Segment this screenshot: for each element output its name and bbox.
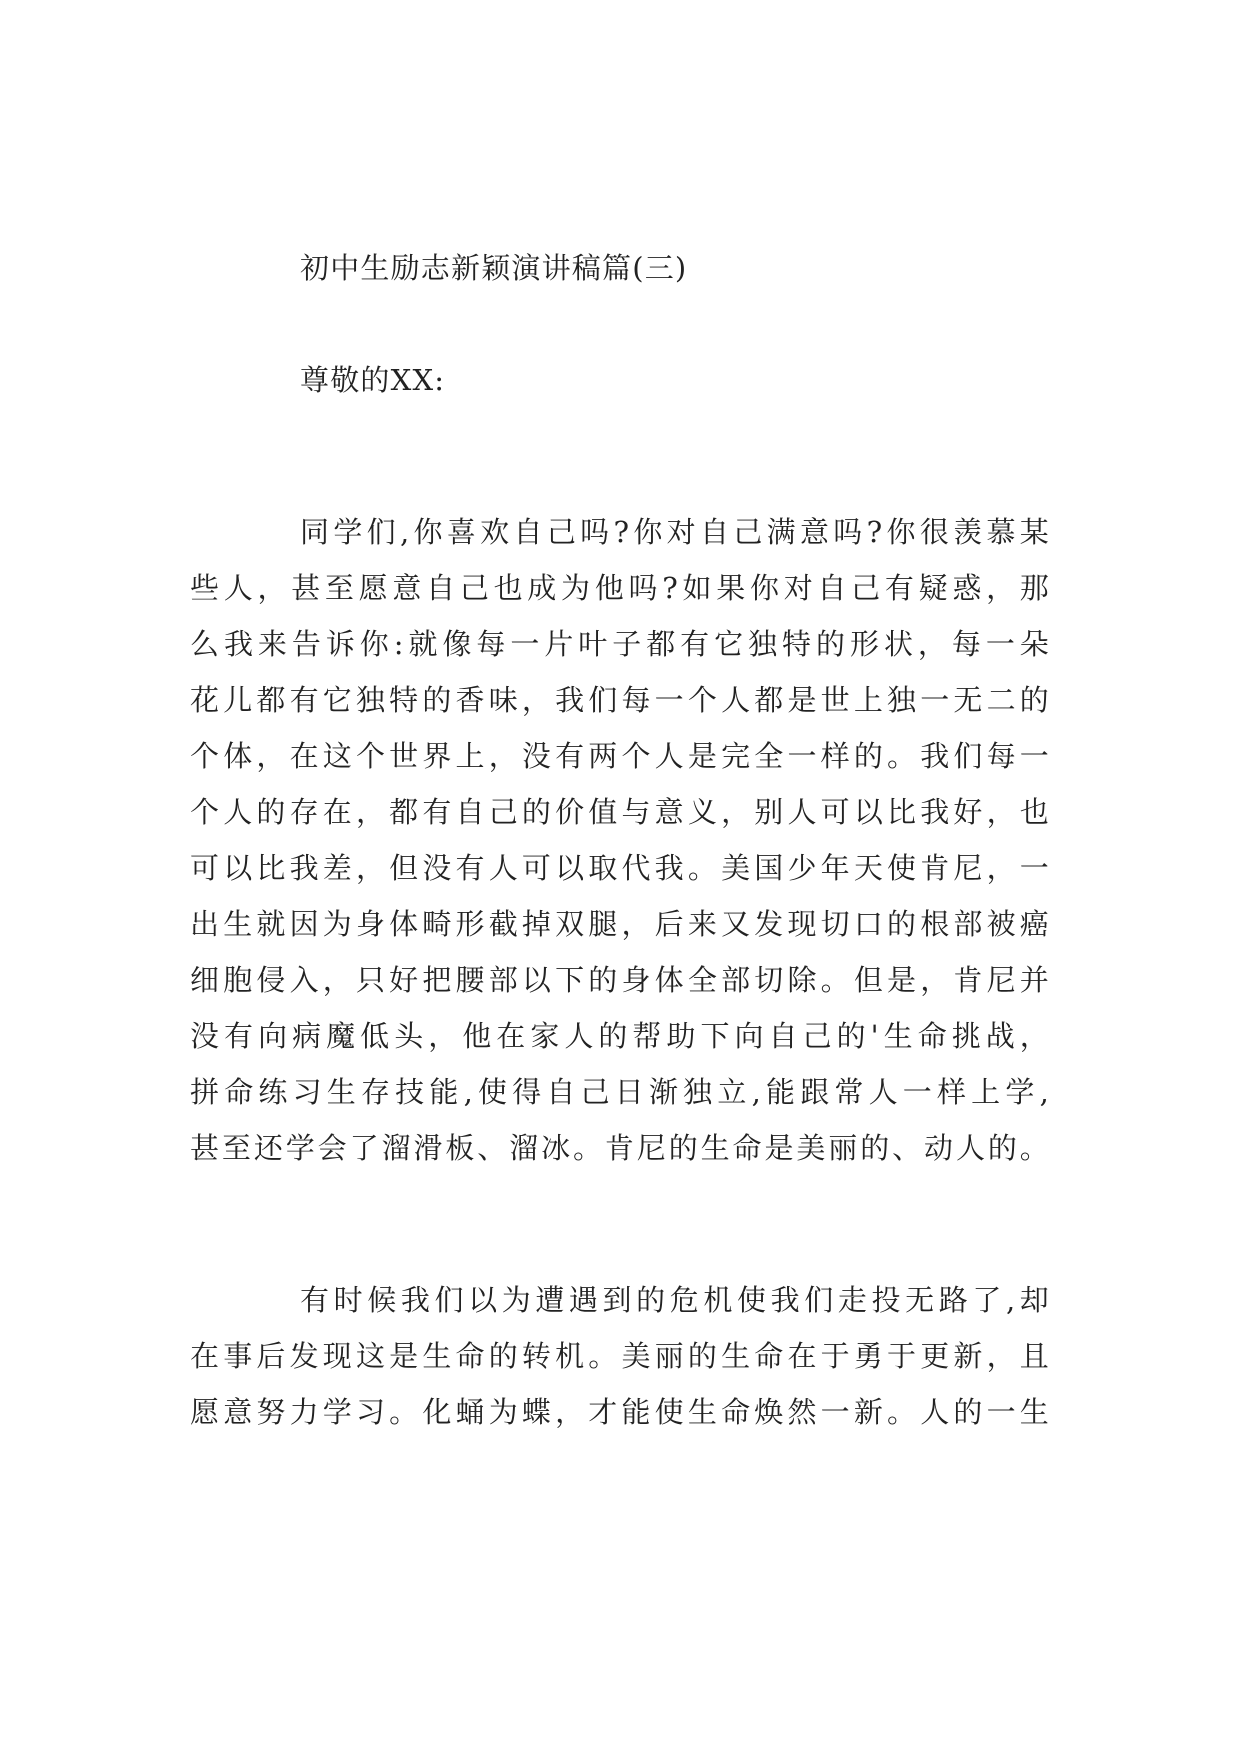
paragraph-line: 有时候我们以为遭遇到的危机使我们走投无路了,却 [300,1283,1050,1317]
paragraph-line: 些人，甚至愿意自己也成为他吗?如果你对自己有疑惑，那 [190,571,1050,605]
document-title: 初中生励志新颖演讲稿篇(三) [300,251,688,285]
paragraph-line: 在事后发现这是生命的转机。美丽的生命在于勇于更新，且 [190,1339,1050,1373]
paragraph-line: 愿意努力学习。化蛹为蝶，才能使生命焕然一新。人的一生 [190,1395,1050,1429]
paragraph-line: 拼命练习生存技能,使得自己日渐独立,能跟常人一样上学, [190,1075,1050,1109]
paragraph-line: 细胞侵入，只好把腰部以下的身体全部切除。但是，肯尼并 [190,963,1050,997]
paragraph-line: 没有向病魔低头，他在家人的帮助下向自己的'生命挑战， [190,1019,1050,1053]
paragraph-line: 出生就因为身体畸形截掉双腿，后来又发现切口的根部被癌 [190,907,1050,941]
paragraph-line: 个体，在这个世界上，没有两个人是完全一样的。我们每一 [190,739,1050,773]
paragraph-line: 甚至还学会了溜滑板、溜冰。肯尼的生命是美丽的、动人的。 [190,1131,1050,1165]
paragraph-line: 同学们,你喜欢自己吗?你对自己满意吗?你很羡慕某 [300,515,1050,549]
paragraph-line: 个人的存在，都有自己的价值与意义，别人可以比我好，也 [190,795,1050,829]
paragraph-line: 么我来告诉你:就像每一片叶子都有它独特的形状，每一朵 [190,627,1050,661]
paragraph-line: 可以比我差，但没有人可以取代我。美国少年天使肯尼，一 [190,851,1050,885]
salutation: 尊敬的XX: [300,363,446,397]
paragraph-line: 花儿都有它独特的香味，我们每一个人都是世上独一无二的 [190,683,1050,717]
